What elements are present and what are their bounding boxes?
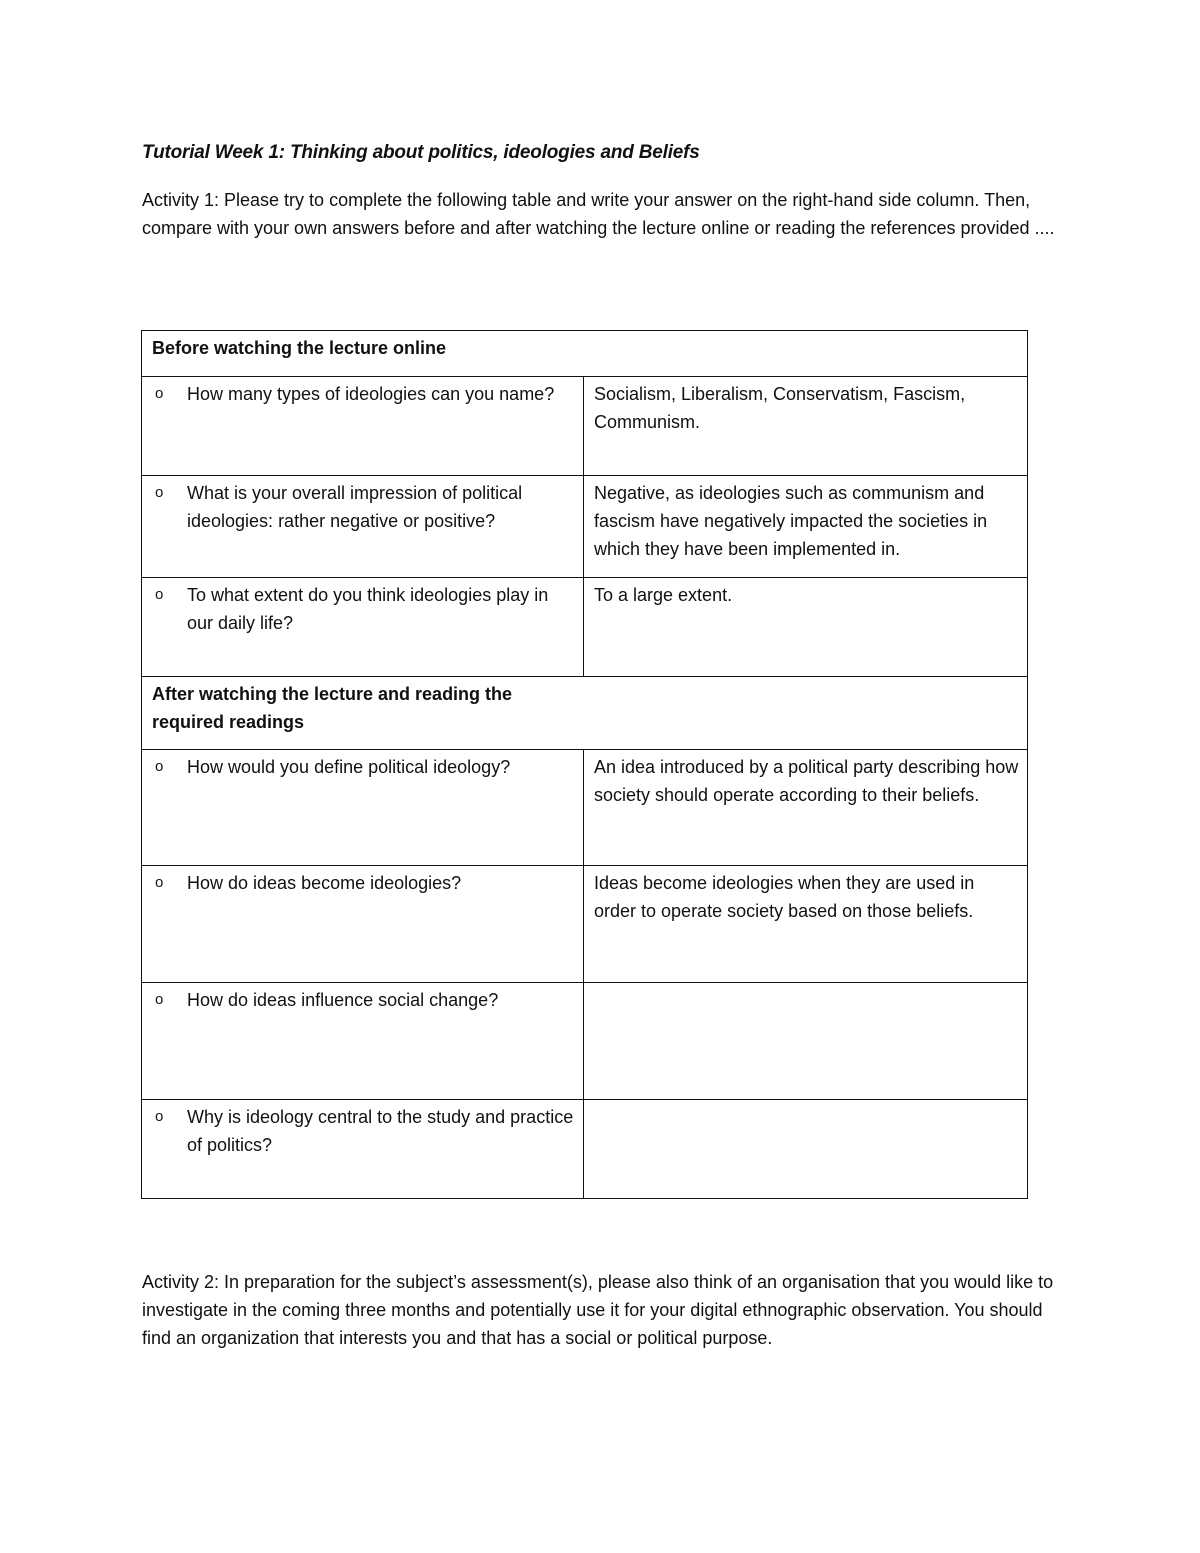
question-text: How would you define political ideology? <box>187 757 511 777</box>
activity-2-instructions: Activity 2: In preparation for the subject’s assessment(s), please also think of an organisation that you would like to investigate in the coming three months and potentially use it for your digital ethnographic observation. You should find an organization that interests you and that has a social or political purpose. <box>142 1272 1054 1348</box>
bullet-marker: o <box>155 586 164 603</box>
bullet-marker: o <box>155 1108 164 1125</box>
question-text: How do ideas become ideologies? <box>187 873 462 893</box>
answer-cell[interactable]: Socialism, Liberalism, Conservatism, Fascism, Communism. <box>584 377 1028 476</box>
table-row <box>142 578 1028 677</box>
table-row <box>142 476 1028 578</box>
bullet-marker: o <box>155 385 164 402</box>
question-text: How many types of ideologies can you name? <box>187 384 555 404</box>
activity-1-instructions: Activity 1: Please try to complete the following table and write your answer on the right-hand side column. Then, compare with your own answers before and after watching the lecture online or reading the references provided .... <box>142 190 1055 238</box>
bullet-marker: o <box>155 874 164 891</box>
bullet-marker: o <box>155 484 164 501</box>
table-row <box>142 866 1028 983</box>
question-cell <box>142 750 584 866</box>
bullet-marker: o <box>155 758 164 775</box>
section-row-before <box>142 331 1028 377</box>
question-text: Why is ideology central to the study and practice of politics? <box>187 1107 574 1155</box>
question-cell <box>142 983 584 1100</box>
answer-cell[interactable]: To a large extent. <box>584 578 1028 677</box>
question-cell <box>142 578 584 677</box>
page-title: Tutorial Week 1: Thinking about politics, ideologies and Beliefs <box>142 142 700 163</box>
answer-cell[interactable]: An idea introduced by a political party describing how society should operate according to their beliefs. <box>584 750 1028 866</box>
question-text: What is your overall impression of political ideologies: rather negative or positive? <box>187 483 523 531</box>
table-row <box>142 983 1028 1100</box>
ideology-table <box>141 330 1028 1199</box>
question-cell <box>142 377 584 476</box>
answer-cell[interactable]: Negative, as ideologies such as communism and fascism have negatively impacted the societies in which they have been implemented in. <box>584 476 1028 578</box>
section-row-after <box>142 677 1028 750</box>
section-heading-after <box>142 677 1028 750</box>
bullet-marker: o <box>155 991 164 1008</box>
table-row <box>142 750 1028 866</box>
answer-cell[interactable]: Ideas become ideologies when they are used in order to operate society based on those beliefs. <box>584 866 1028 983</box>
question-cell <box>142 476 584 578</box>
question-text: How do ideas influence social change? <box>187 990 499 1010</box>
question-cell <box>142 866 584 983</box>
section-heading-before: Before watching the lecture online <box>142 331 1028 377</box>
section-heading-after-text: After watching the lecture and reading the required readings <box>152 684 513 732</box>
table-row <box>142 1100 1028 1199</box>
question-text: To what extent do you think ideologies play in our daily life? <box>187 585 549 633</box>
table-row <box>142 377 1028 476</box>
question-cell <box>142 1100 584 1199</box>
answer-cell[interactable] <box>584 983 1028 1100</box>
answer-cell[interactable] <box>584 1100 1028 1199</box>
